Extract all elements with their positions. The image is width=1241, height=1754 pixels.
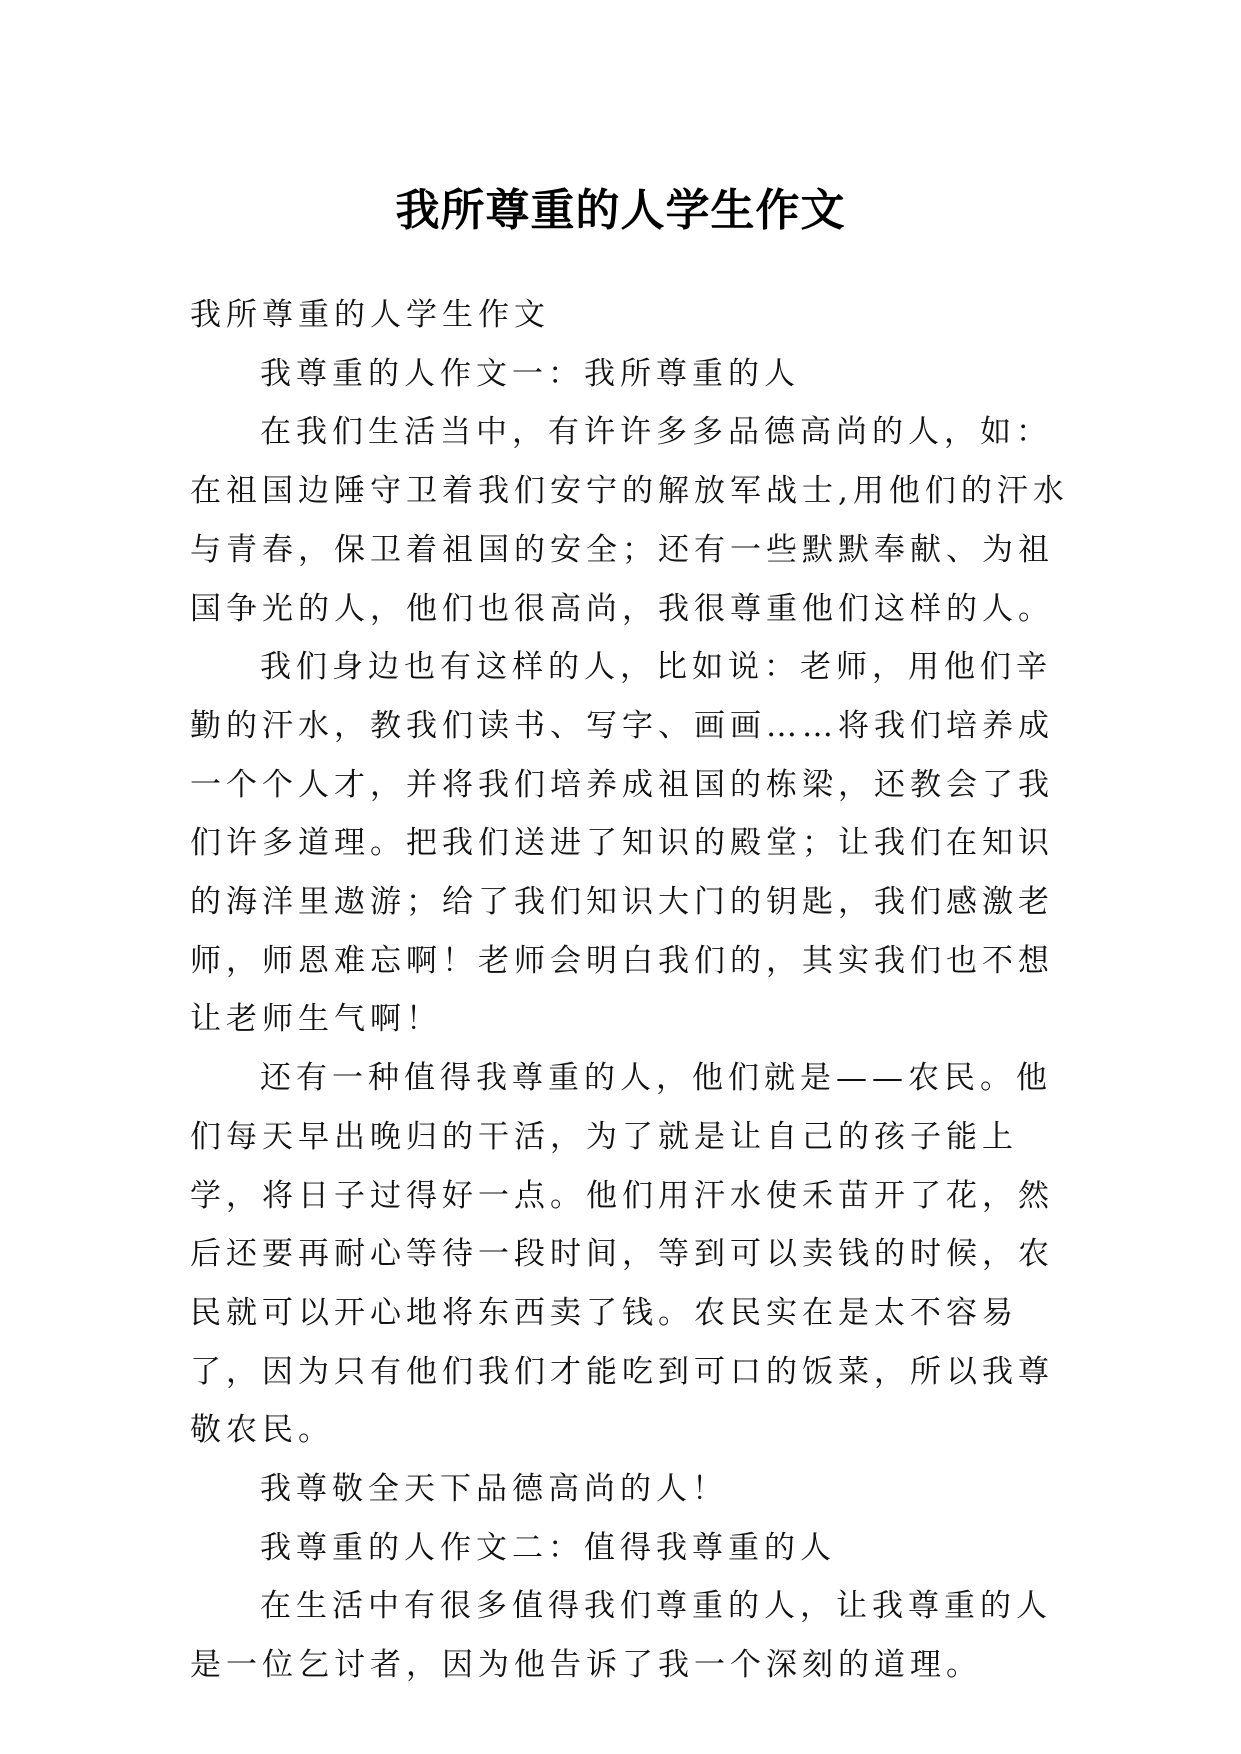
paragraph: 我尊敬全天下品德高尚的人！ [260, 1471, 728, 1508]
document-title: 我所尊重的人学生作文 [395, 185, 846, 237]
paragraph: 还有一种值得我尊重的人，他们就是——农民。他们每天早出晚归的干活，为了就是让自己的孩子能上学，将日子过得好一点。他们用汗水使禾苗开了花，然后还要再耐心等待一段时间，等到可以卖钱的时候，农民就可以开心地将东西卖了钱。农民实在是太不容易了，因为只有他们我们才能吃到可口的饭菜，所以我尊敬农民。 [190, 1060, 1054, 1449]
paragraph: 在生活中有很多值得我们尊重的人，让我尊重的人是一位乞讨者，因为他告诉了我一个深刻的道理。 [190, 1588, 1052, 1684]
paragraph: 我尊重的人作文一：我所尊重的人 [260, 355, 800, 392]
document-body [190, 286, 1070, 1695]
paragraph: 我所尊重的人学生作文 [190, 297, 550, 333]
paragraph: 我尊重的人作文二：值得我尊重的人 [260, 1529, 836, 1566]
paragraph: 我们身边也有这样的人，比如说：老师，用他们辛勤的汗水，教我们读书、写字、画画……将我们培养成一个个人才，并将我们培养成祖国的栋梁，还教会了我们许多道理。把我们送进了知识的殿堂；让我们在知识的海洋里遨游；给了我们知识大门的钥匙，我们感激老师，师恩难忘啊！老师会明白我们的，其实我们也不想让老师生气啊！ [190, 649, 1054, 1038]
paragraph: 在我们生活当中，有许许多多品德高尚的人，如：在祖国边陲守卫着我们安宁的解放军战士,用他们的汗水与青春，保卫着祖国的安全；还有一些默默奉献、为祖国争光的人，他们也很高尚，我很尊重他们这样的人。 [190, 414, 1069, 627]
